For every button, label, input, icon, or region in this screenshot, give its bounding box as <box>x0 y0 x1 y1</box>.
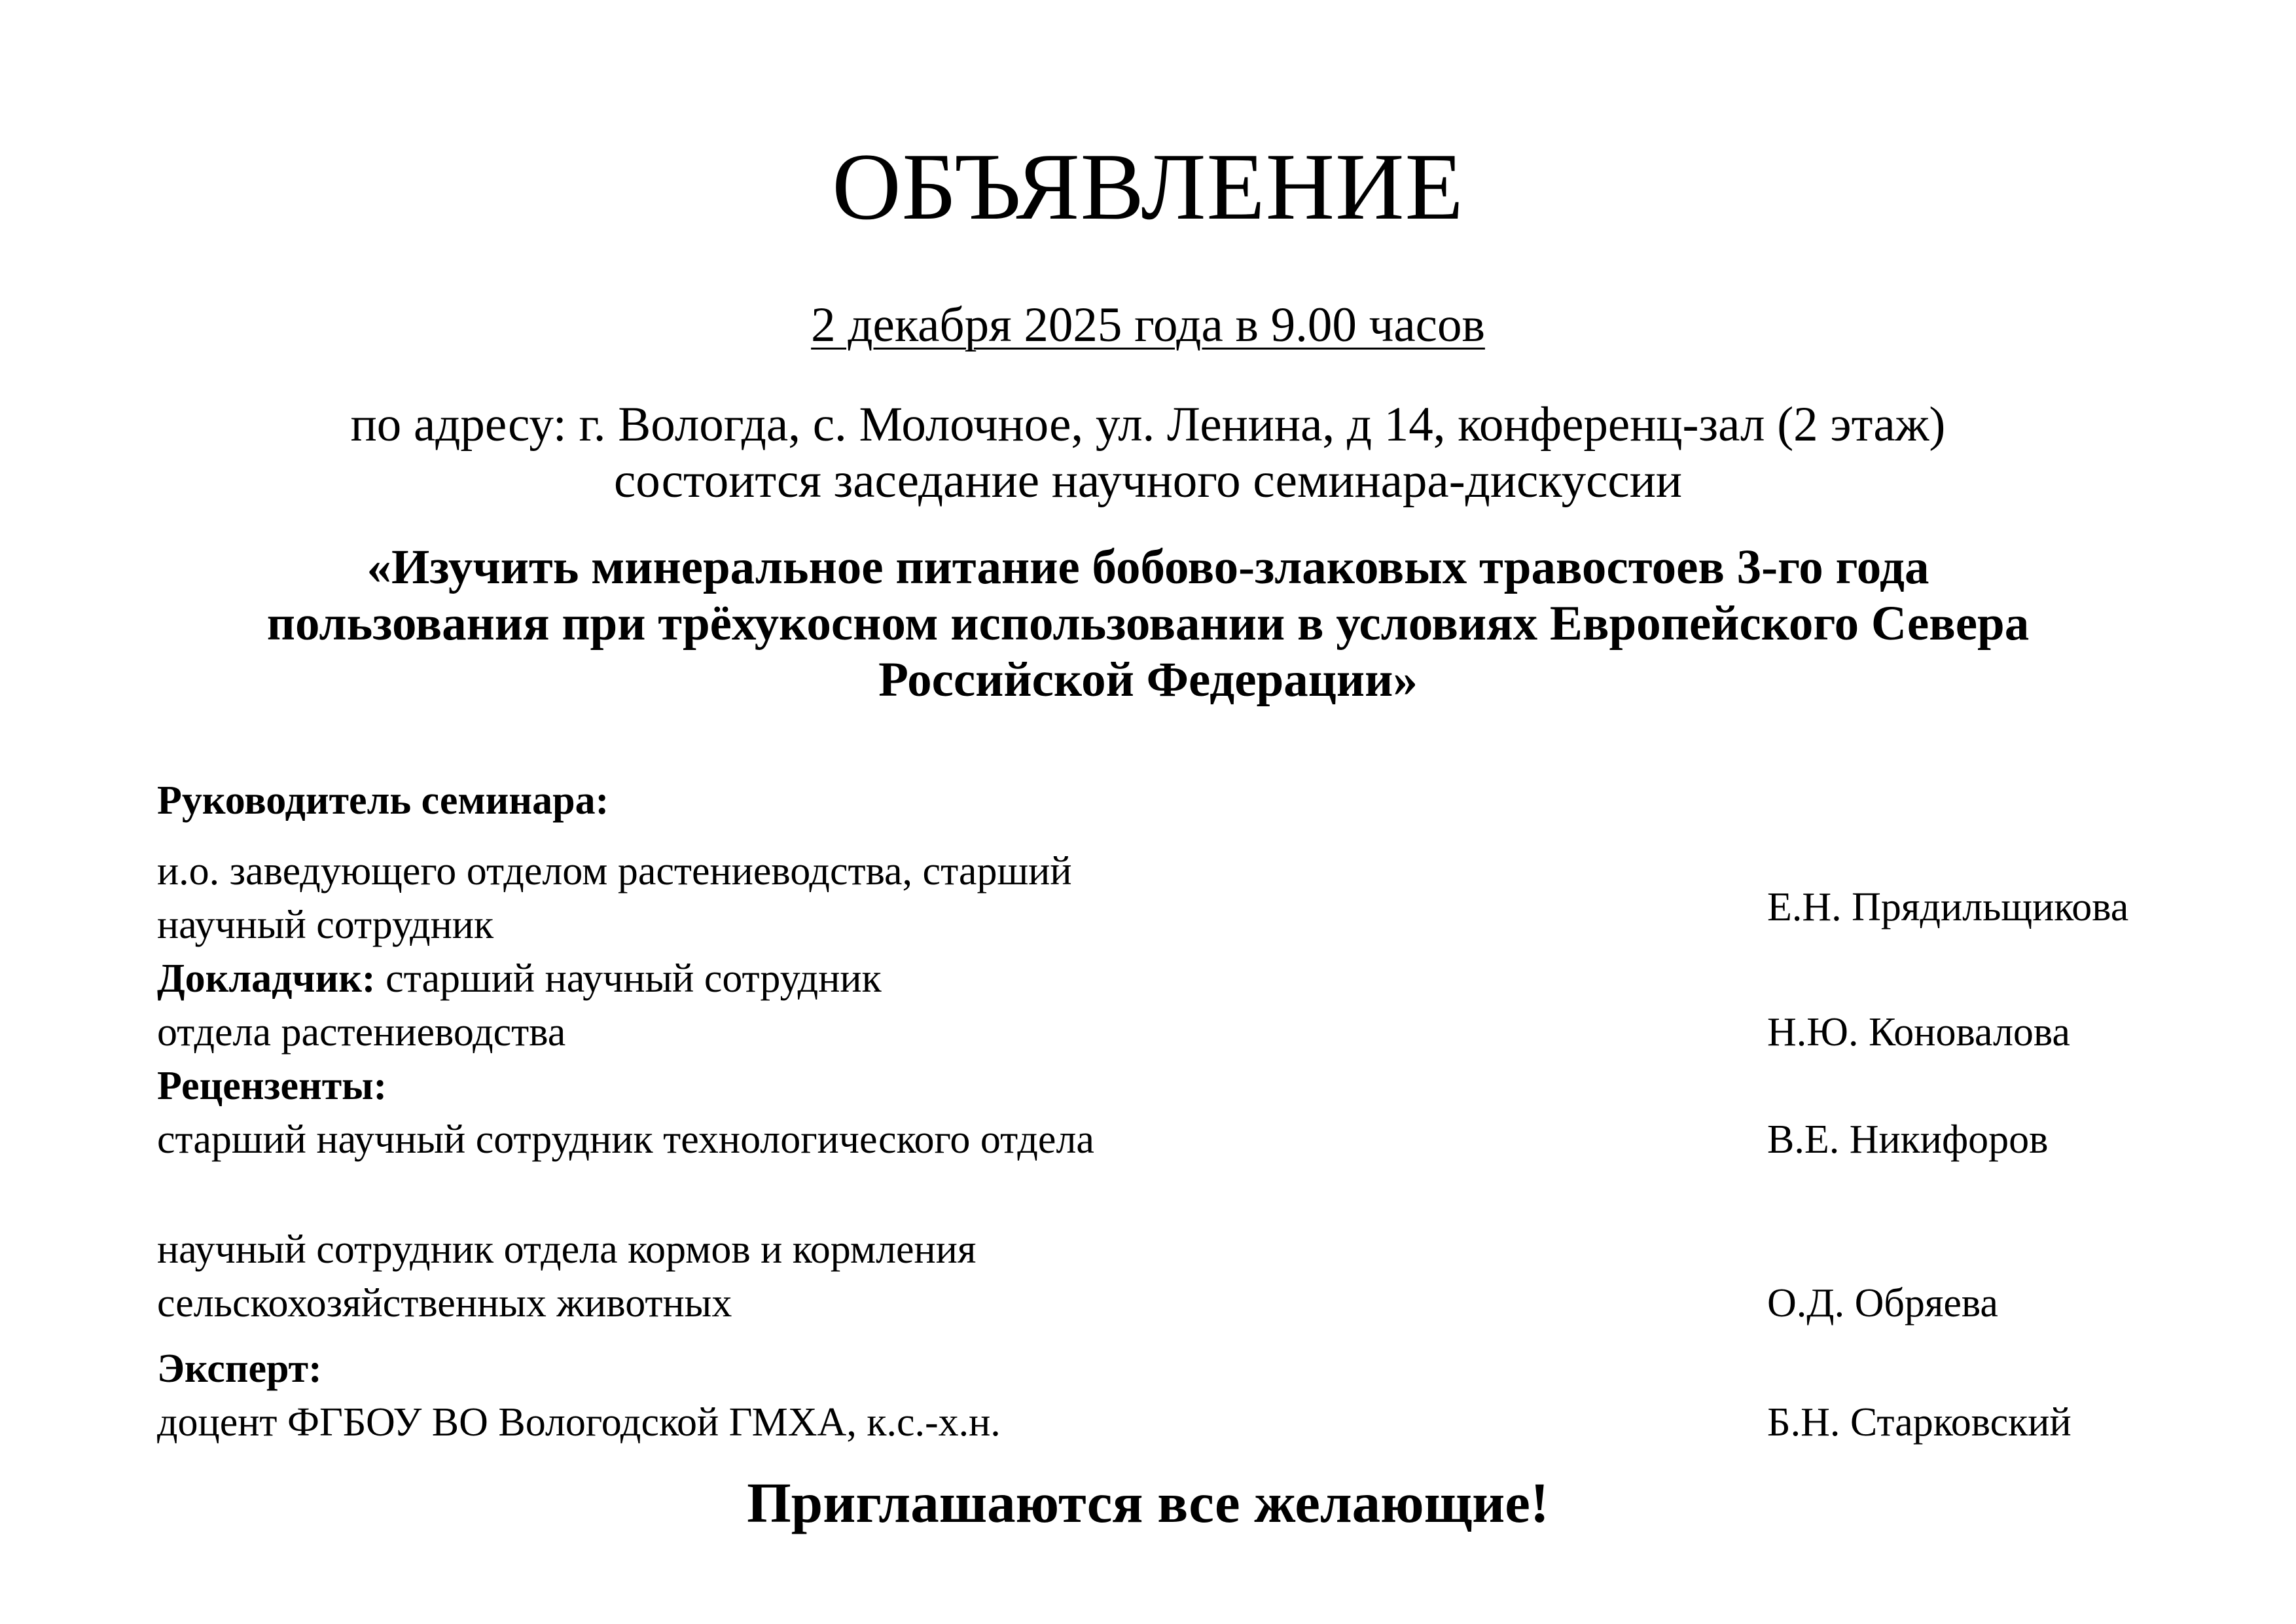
event-line: состоится заседание научного семинара-дискуссии <box>614 454 1682 508</box>
expert-position: доцент ФГБОУ ВО Вологодской ГМХА, к.с.-х.н. <box>157 1400 1001 1445</box>
topic-line: Российской Федерации» <box>878 653 1418 707</box>
speaker-line <box>157 952 882 1005</box>
reviewer2-position <box>157 1223 976 1330</box>
head-name: Е.Н. Прядильщикова <box>1767 885 2129 929</box>
reviewer2-name: О.Д. Обряева <box>1767 1281 1998 1326</box>
reviewer2-position-line: научный сотрудник отдела кормов и кормления <box>157 1227 977 1272</box>
speaker-position-line: отдела растениеводства <box>157 1010 566 1055</box>
event-date <box>0 296 2296 355</box>
speaker-name: Н.Ю. Коновалова <box>1767 1010 2070 1055</box>
head-position-line: научный сотрудник <box>157 903 494 947</box>
reviewers-heading: Рецензенты: <box>157 1064 387 1108</box>
closing-invitation: Приглашаются все желающие! <box>747 1471 1549 1534</box>
reviewer2-position-line: сельскохозяйственных животных <box>157 1281 732 1326</box>
head-heading: Руководитель семинара: <box>157 778 609 823</box>
expert-heading: Эксперт: <box>157 1346 322 1391</box>
reviewer1-name: В.Е. Никифоров <box>1767 1117 2049 1162</box>
head-position <box>157 844 1072 952</box>
event-date-text: 2 декабря 2025 года в 9.00 часов <box>811 298 1485 352</box>
speaker-position <box>157 952 882 1059</box>
speaker-label: Докладчик: <box>157 956 376 1001</box>
seminar-topic <box>131 539 2165 708</box>
page-title: ОБЪЯВЛЕНИЕ <box>832 134 1464 240</box>
reviewer1-position: старший научный сотрудник технологического отдела <box>157 1117 1094 1162</box>
topic-line: «Изучить минеральное питание бобово-злаковых травостоев 3-го года <box>367 540 1929 594</box>
topic-line: пользования при трёхукосном использовании в условиях Европейского Севера <box>266 596 2030 651</box>
head-position-line: и.о. заведующего отделом растениеводства, старший <box>157 849 1072 893</box>
speaker-position-text: старший научный сотрудник <box>375 956 882 1001</box>
address-line: по адресу: г. Вологда, с. Молочное, ул. Ленина, д 14, конференц-зал (2 этаж) <box>350 397 1946 452</box>
event-address-block <box>0 397 2296 509</box>
expert-name: Б.Н. Старковский <box>1767 1400 2072 1445</box>
